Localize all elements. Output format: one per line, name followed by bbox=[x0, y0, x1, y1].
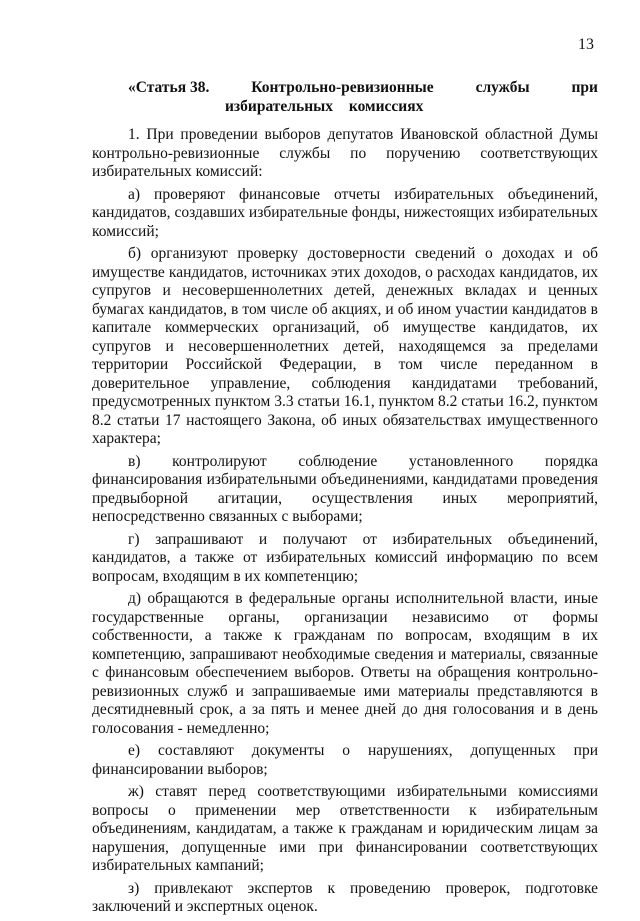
heading-line-1 bbox=[128, 78, 598, 97]
heading-word: Контрольно-ревизионные bbox=[251, 79, 434, 96]
paragraph-v: в) контролируют соблюдение установленного порядка финансирования избирательными объединениями, кандидатами проведения предвыборной агитации, осуществления иных мероприятий, непосредственно связанных с выборами; bbox=[92, 452, 598, 525]
article-body bbox=[92, 126, 598, 921]
paragraph-d: д) обращаются в федеральные органы исполнительной власти, иные государственные органы, организации независимо от формы собственности, а также к гражданам по вопросам, входящим в их компетенцию, запрашивают необходимые сведения и материалы, связанные с финансовым обеспечением выборов. Ответы на обращения контрольно-ревизионных служб и запрашиваемые ими материалы представляются в десятидневный срок, а за пять и менее дней до дня голосования и в день голосования - немедленно; bbox=[92, 590, 598, 737]
heading-line-2: избирательных комиссиях bbox=[225, 98, 424, 115]
paragraph-z: з) привлекают экспертов к проведению проверок, подготовке заключений и экспертных оценок. bbox=[92, 879, 598, 915]
heading-word: службы bbox=[475, 79, 530, 96]
page-number: 13 bbox=[578, 36, 594, 53]
heading-word: при bbox=[571, 79, 598, 96]
article-label: «Статья 38. bbox=[128, 79, 210, 96]
paragraph-b: б) организуют проверку достоверности сведений о доходах и об имуществе кандидатов, источниках этих доходов, о расходах кандидатов, их супругов и несовершеннолетних детей, денежных вкладах и ценных бумагах кандидатов, в том числе об акциях, и об ином участии кандидатов в капитале коммерческих организаций, об имуществе кандидатов, их супругов и несовершеннолетних детей, находящемся за пределами территории Российской Федерации, в том числе переданном в доверительное управление, соблюдения кандидатами требований, предусмотренных пунктом 3.3 статьи 16.1, пунктом 8.2 статьи 16.2, пунктом 8.2 статьи 17 настоящего Закона, об иных обязательствах имущественного характера; bbox=[92, 245, 598, 447]
paragraph-intro: 1. При проведении выборов депутатов Ивановской областной Думы контрольно-ревизионные службы по поручению соответствующих избирательных комиссий: bbox=[92, 126, 598, 180]
paragraph-zh: ж) ставят перед соответствующими избирательными комиссиями вопросы о применении мер ответственности к избирательным объединениям, кандидатам, а также к гражданам и юридическим лицам за нарушения, допущенные ими при финансировании соответствующих избирательных кампаний; bbox=[92, 783, 598, 874]
paragraph-a: а) проверяют финансовые отчеты избирательных объединений, кандидатов, создавших избирательные фонды, нижестоящих избирательных комиссий; bbox=[92, 185, 598, 240]
paragraph-e: е) составляют документы о нарушениях, допущенных при финансировании выборов; bbox=[92, 742, 598, 778]
article-heading bbox=[128, 78, 598, 116]
paragraph-g: г) запрашивают и получают от избирательных объединений, кандидатов, а также от избирательных комиссий информацию по всем вопросам, входящим в их компетенцию; bbox=[92, 530, 598, 585]
